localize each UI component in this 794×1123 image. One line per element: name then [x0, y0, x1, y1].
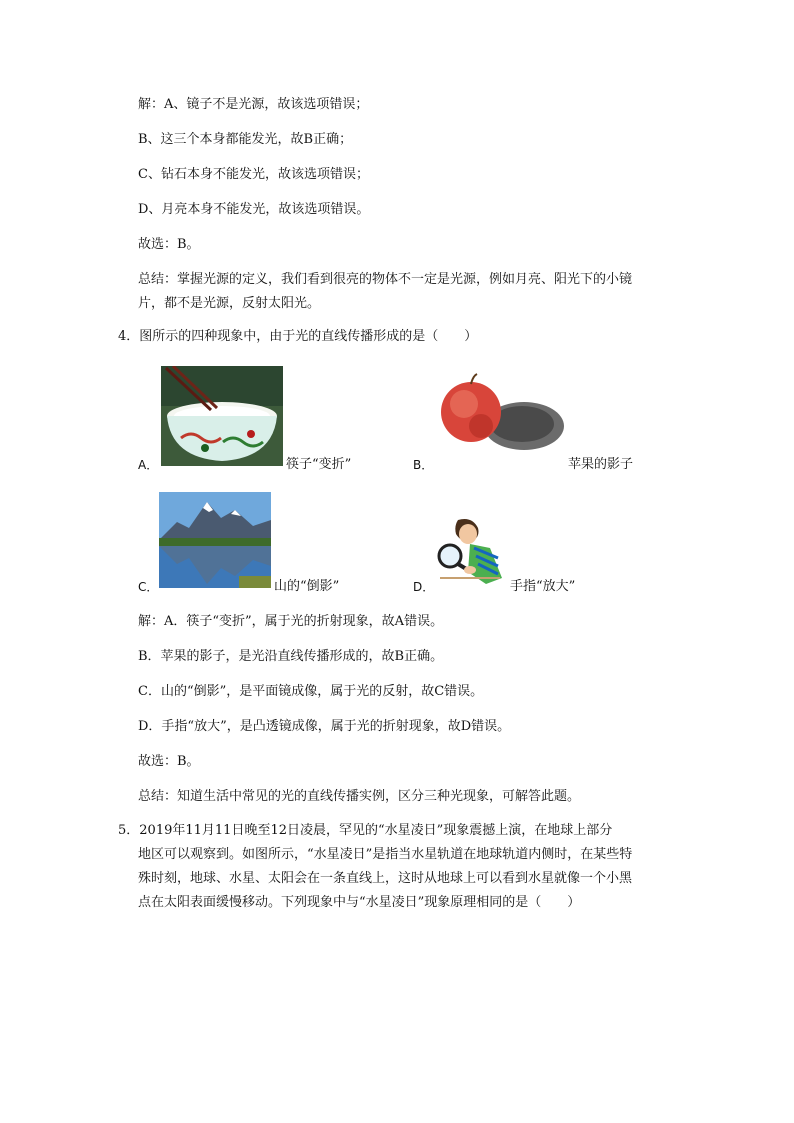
q4-answer-summary: 总结：知道生活中常见的光的直线传播实例，区分三种光现象，可解答此题。: [138, 789, 581, 804]
prev-answer-summary: 总结：掌握光源的定义，我们看到很亮的物体不一定是光源，例如月亮、阳光下的小镜: [138, 272, 633, 287]
q4-answer-line-1: 解：A．筷子“变折”，属于光的折射现象，故A错误。: [138, 614, 444, 629]
prev-answer-line-4: D、月亮本身不能发光，故该选项错误。: [138, 202, 370, 217]
q4-answer-choice: 故选：B。: [138, 754, 200, 769]
q5-stem-line-1: 5．2019年11月11日晚至12日凌晨，罕见的“水星凌日”现象震撼上演，在地球上部分: [118, 823, 613, 838]
q4-option-b-label: B．: [413, 458, 434, 472]
q4-answer-line-3: C．山的“倒影”，是平面镜成像，属于光的反射，故C错误。: [138, 684, 484, 699]
q5-stem-line-4: 点在太阳表面缓慢移动。下列现象中与“水星凌日”现象原理相同的是（ ）: [138, 895, 581, 910]
q4-option-b-caption: 苹果的影子: [568, 457, 634, 472]
q5-stem-line-2: 地区可以观察到。如图所示，“水星凌日”是指当水星轨道在地球轨道内侧时，在某些特: [138, 847, 633, 862]
q4-option-d-caption: 手指“放大”: [510, 579, 576, 594]
magnifier-finger-image: [434, 518, 506, 584]
apple-shadow-image: [436, 370, 568, 458]
q4-option-c-label: C．: [138, 580, 159, 594]
mountain-reflection-image: [159, 492, 271, 588]
q5-stem-line-3: 殊时刻，地球、水星、太阳会在一条直线上，这时从地球上可以看到水星就像一个小黑: [138, 871, 633, 886]
prev-answer-choice: 故选：B。: [138, 237, 200, 252]
prev-answer-summary-cont: 片，都不是光源，反射太阳光。: [138, 296, 321, 311]
q4-option-d-label: D．: [413, 580, 435, 594]
q4-option-c-caption: 山的“倒影”: [274, 579, 340, 594]
q4-answer-line-4: D．手指“放大”，是凸透镜成像，属于光的折射现象，故D错误。: [138, 719, 511, 734]
prev-answer-line-3: C、钻石本身不能发光，故该选项错误；: [138, 167, 369, 182]
q4-answer-line-2: B．苹果的影子，是光沿直线传播形成的，故B正确。: [138, 649, 444, 664]
prev-answer-line-2: B、这三个本身都能发光，故B正确；: [138, 132, 353, 147]
q4-option-a-caption: 筷子“变折”: [286, 457, 352, 472]
prev-answer-line-1: 解：A、镜子不是光源，故该选项错误；: [138, 97, 369, 112]
q4-option-a-label: A．: [138, 458, 159, 472]
q4-stem: 4．图所示的四种现象中，由于光的直线传播形成的是（ ）: [118, 329, 478, 344]
chopsticks-in-bowl-image: [161, 366, 283, 466]
